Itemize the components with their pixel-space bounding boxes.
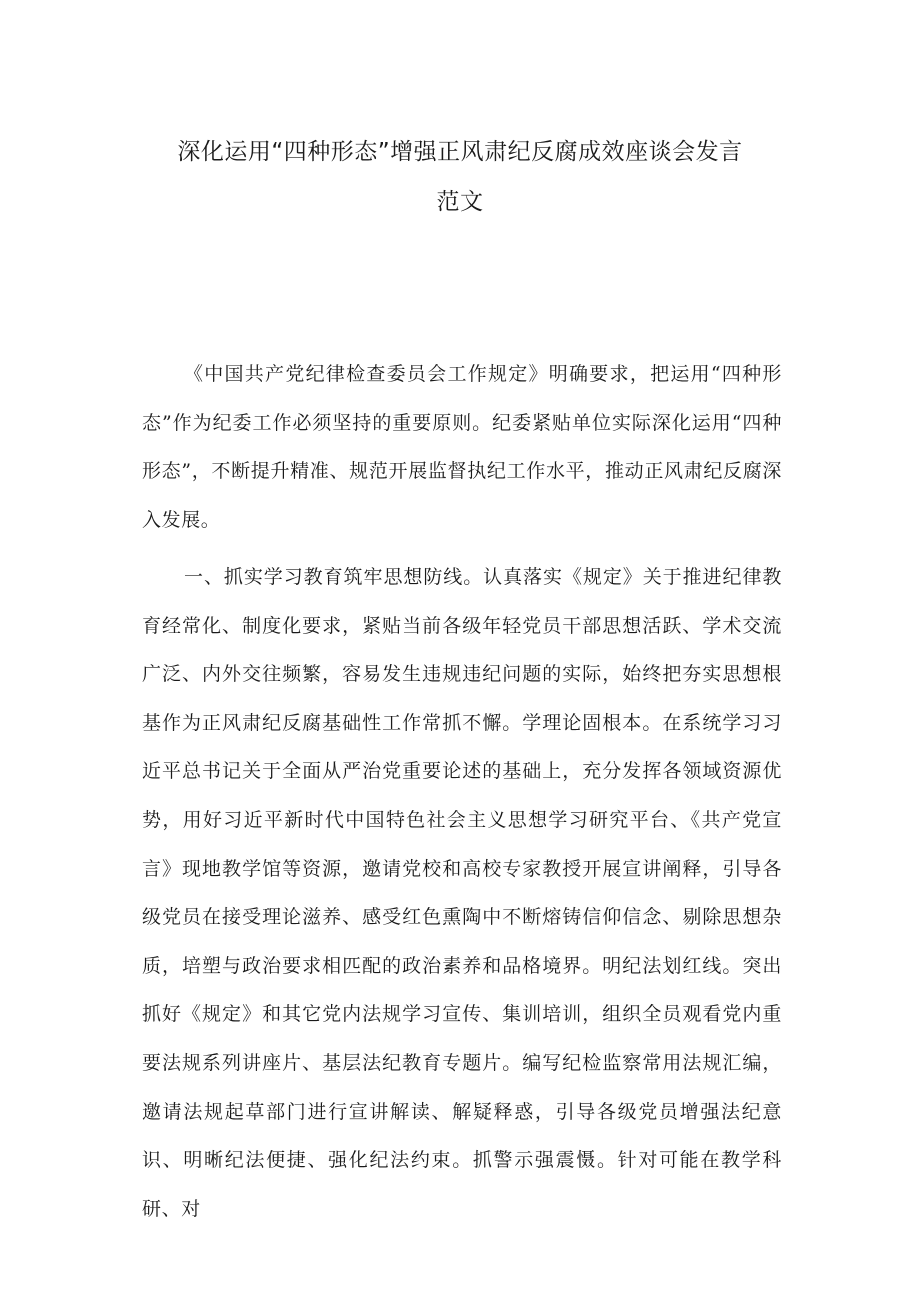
paragraph-section-one: 一、抓实学习教育筑牢思想防线。认真落实《规定》关于推进纪律教育经常化、制度化要求，紧贴当前各级年轻党员干部思想活跃、学术交流广泛、内外交往频繁，容易发生违规违纪问题的实际，始终把夯实思想根基作为正风肃纪反腐基础性工作常抓不懈。学理论固根本。在系统学习习近平总书记关于全面从严治党重要论述的基础上，充分发挥各领域资源优势，用好习近平新时代中国特色社会主义思想学习研究平台、《共产党宣言》现地教学馆等资源，邀请党校和高校专家教授开展宣讲阐释，引导各级党员在接受理论滋养、感受红色熏陶中不断熔铸信仰信念、剔除思想杂质，培塑与政治要求相匹配的政治素养和品格境界。明纪法划红线。突出抓好《规定》和其它党内法规学习宣传、集训培训，组织全员观看党内重要法规系列讲座片、基层法纪教育专题片。编写纪检监察常用法规汇编，邀请法规起草部门进行宣讲解读、解疑释惑，引导各级党员增强法纪意识、明晰纪法便捷、强化纪法约束。抓警示强震慑。针对可能在教学科研、对 xyxy=(142,566,782,1220)
paragraph-intro: 《中国共产党纪律检查委员会工作规定》明确要求，把运用“四种形态”作为纪委工作必须坚持的重要原则。纪委紧贴单位实际深化运用“四种形态”，不断提升精准、规范开展监督执纪工作水平，推动正风肃纪反腐深入发展。 xyxy=(142,363,782,531)
document-title-continuation: 范文 xyxy=(436,189,484,215)
document-title: 深化运用“四种形态”增强正风肃纪反腐成效座谈会发言 xyxy=(177,139,743,165)
